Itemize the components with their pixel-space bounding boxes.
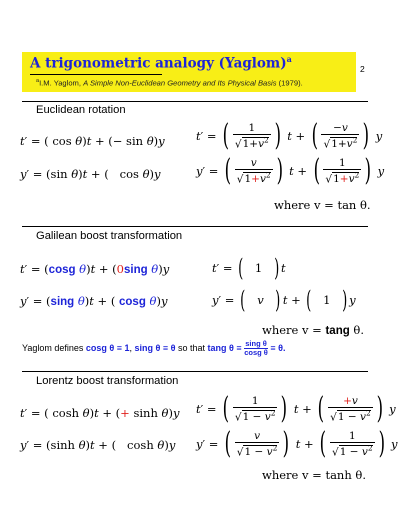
equation-euclidean-t-right: t ′ = ( $\frac{1}{√1+v^2}$ ) t + ( $\frac{-v}{√1+v^2}$ ) y: [196, 118, 383, 153]
section-heading-galilean: Galilean boost transformation: [36, 230, 183, 242]
section-divider: [22, 101, 368, 102]
footnote: $^a$I.M. Yaglom, A Simple Non-Euclidean Geometry and Its Physical Basis (1979).: [36, 78, 303, 88]
section-divider: [22, 371, 368, 372]
lorentz-where: where v = tanh θ.: [262, 468, 366, 482]
section-divider: [22, 226, 368, 227]
equation-lorentz-t-right: t ′ = ( $\frac{1}{√1 - v^2}$ ) t + ( $\frac{+v}{√1 - v^2}$ ) y: [196, 391, 396, 426]
euclidean-where: where v = tan θ.: [274, 198, 371, 212]
equation-galilean-y-left: y′ = (sing θ)t + ( cosg θ)y: [20, 294, 168, 308]
equation-lorentz-y-left: y′ = (sinh θ)t + ( cosh θ)y: [20, 438, 176, 452]
section-heading-lorentz: Lorentz boost transformation: [36, 375, 179, 387]
section-heading-euclidean: Euclidean rotation: [36, 104, 126, 116]
equation-euclidean-y-right: y ′ = ( $\frac{v}{√1+v^2}$ ) t + ( $\frac{1}{√1+v^2}$ ) y: [196, 153, 385, 188]
footnote-rule: [30, 74, 162, 75]
equation-galilean-y-right: y ′ = ( v ) t + ( 1 ) y: [212, 286, 356, 314]
page-number: 2: [360, 64, 365, 74]
galilean-where: where v = tang θ.: [262, 323, 364, 337]
slide-title: A trigonometric analogy (Yaglom)$^a$: [30, 54, 292, 72]
equation-galilean-t-right: t ′ = ( 1 ) t: [212, 254, 286, 282]
yaglom-definition-note: Yaglom defines cosg θ ≡ 1, sing θ ≡ θ so that tang θ ≡ $\frac{\text{sing θ}}{\text{cosg θ}}$ ≡ θ.: [22, 339, 286, 357]
equation-lorentz-t-left: t′ = ( cosh θ)t + (+ sinh θ)y: [20, 406, 180, 420]
equation-euclidean-t-left: t′ = ( cos θ)t + (− sin θ)y: [20, 134, 165, 148]
equation-euclidean-y-left: y′ = (sin θ)t + ( cos θ)y: [20, 167, 161, 181]
equation-galilean-t-left: t′ = (cosg θ)t + (0sing θ)y: [20, 262, 170, 276]
equation-lorentz-y-right: y ′ = ( $\frac{v}{√1 - v^2}$ ) t + ( $\frac{1}{√1 - v^2}$ ) y: [196, 426, 398, 461]
